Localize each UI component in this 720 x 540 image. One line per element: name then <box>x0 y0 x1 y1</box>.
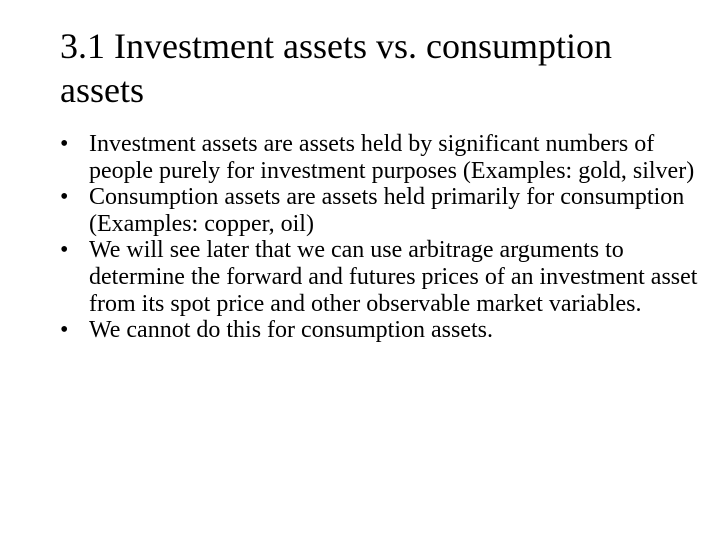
bullet-item-arbitrage-arguments <box>60 237 700 317</box>
bullet-text: Consumption assets are assets held primarily for consumption (Examples: copper, oil) <box>89 184 685 237</box>
bullet-item-consumption-assets <box>60 184 700 237</box>
bullet-text: We will see later that we can use arbitrage arguments to determine the forward and futures prices of an investment asset from its spot price and other observable market variables. <box>89 237 698 317</box>
bullet-text: Investment assets are assets held by significant numbers of people purely for investment purposes (Examples: gold, silver) <box>89 131 695 184</box>
bullet-icon: • <box>60 317 69 344</box>
bullet-text: We cannot do this for consumption assets. <box>89 317 494 344</box>
bullet-icon: • <box>60 131 69 157</box>
bullet-icon: • <box>60 184 69 211</box>
bullet-icon: • <box>60 237 69 264</box>
bullet-item-consumption-limitation <box>60 317 700 344</box>
bullet-list <box>60 131 700 344</box>
slide-title: 3.1 Investment assets vs. consumption assets <box>60 26 612 110</box>
bullet-item-investment-assets <box>60 131 700 184</box>
